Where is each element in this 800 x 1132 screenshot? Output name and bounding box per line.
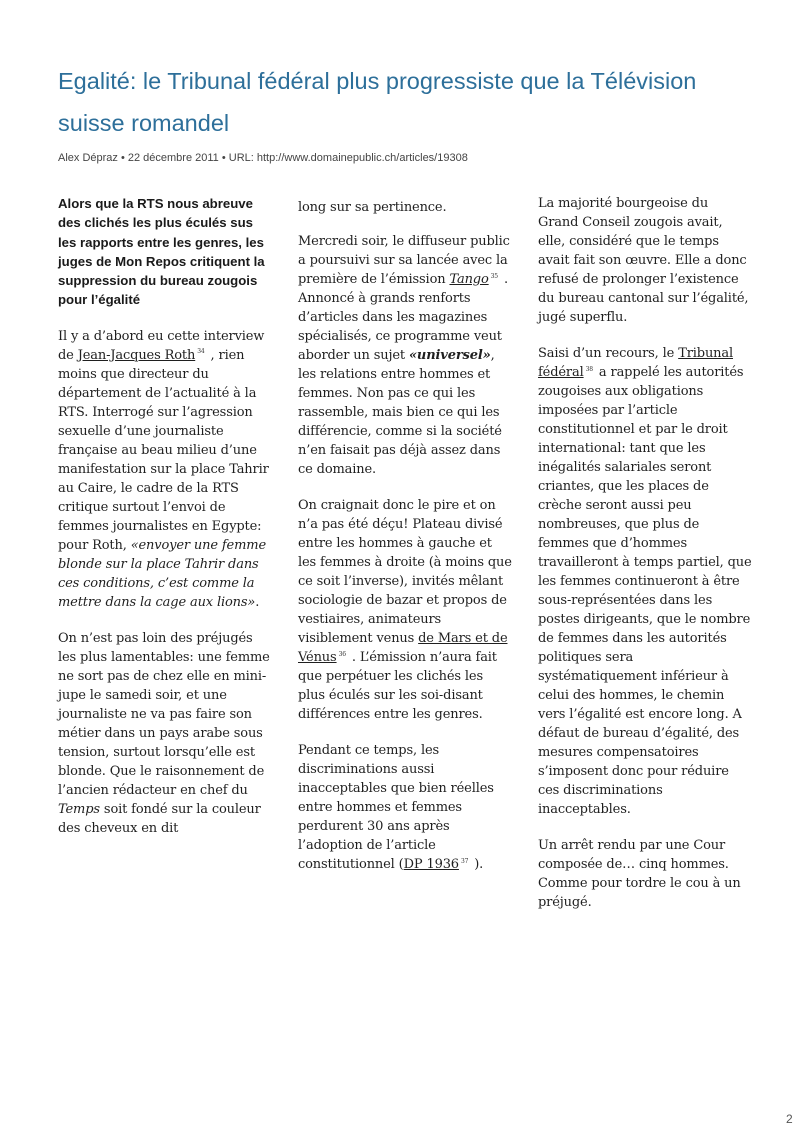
text: , rien moins que directeur du département de l’actualité à la RTS. Interrogé sur l’agression sexuelle d’une journaliste française au beau milieu d’une manifestation sur la place Tahrir au Caire, le cadre de la RTS critique surtout l’envoi de femmes journalistes en Egypte: pour Roth, bbox=[58, 347, 269, 553]
text: Il y a d’abord eu cette interview de bbox=[58, 328, 265, 363]
link-dp-1936[interactable]: DP 1936 bbox=[403, 857, 459, 872]
article-byline: Alex Dépraz • 22 décembre 2011 • URL: http://www.domainepublic.ch/articles/19308 bbox=[58, 152, 468, 164]
emphasis-universel: «universel» bbox=[408, 348, 491, 363]
text: . Annoncé à grands renforts d’articles dans les magazines spécialisés, ce programme veut aborder un sujet bbox=[298, 272, 508, 363]
text: a rappelé les autorités zougoises aux obligations imposées par l’article constitutionnel et par le droit international: tant que les inégalités salariales seront criantes, que les places de crèche seront aussi peu nombreuses, que plus de femmes que d’hommes travailleront à temps partiel, que les femmes continueront à être sous-représentées dans les postes dirigeants, que le nombre de femmes dans les autorités politiques sera systématiquement inférieur à celui des hommes, le chemin vers l’égalité est encore long. A défaut de bureau d’égalité, des mesures compensatoires s’imposent donc pour réduire ces discriminations inacceptables. bbox=[538, 365, 752, 817]
column-2 bbox=[298, 198, 512, 234]
article-lead: Alors que la RTS nous abreuve des clichés les plus éculés sus les rapports entre les genres, les juges de Mon Repos critiquent la suppression du bureau zougois pour l’égalité bbox=[58, 196, 265, 308]
article-title: Egalité: le Tribunal fédéral plus progressiste que la Télévision suisse romandel bbox=[58, 68, 697, 136]
paragraph-6: La majorité bourgeoise du Grand Conseil zougois avait, elle, considéré que le temps avait fait son œuvre. Elle a donc refusé de prolonger l’existence du bureau cantonal sur l’égalité, jugé superflu. bbox=[538, 196, 749, 325]
footnote-ref: 34 bbox=[197, 348, 205, 356]
paragraph-4 bbox=[298, 496, 512, 724]
paragraph-1 bbox=[58, 327, 272, 612]
paragraph-2 bbox=[58, 629, 272, 838]
emphasis-temps: Temps bbox=[58, 801, 100, 817]
text: ). bbox=[470, 857, 484, 872]
quote: «envoyer une femme blonde sur la place Tahrir dans ces conditions, c’est comme la mettre dans la cage aux lions» bbox=[58, 537, 267, 610]
paragraph-5 bbox=[298, 741, 512, 874]
text: Pendant ce temps, les discriminations aussi inacceptables que bien réelles entre hommes et femmes perdurent 30 ans après l’adoption de l’article constitutionnel ( bbox=[298, 743, 494, 872]
text: , les relations entre hommes et femmes. Non pas ce qui les rassemble, mais bien ce qui les différencie, comme si la société n’en faisait pas déjà assez dans ce domaine. bbox=[298, 348, 502, 477]
footnote-ref: 37 bbox=[460, 857, 469, 865]
text: On n’est pas loin des préjugés les plus lamentables: une femme ne sort pas de chez elle en mini-jupe le samedi soir, et une journaliste ne va pas faire son métier dans un pays arabe sous tension, surtout lorsqu’elle est blonde. Que le raisonnement de l’ancien rédacteur en chef du bbox=[58, 630, 270, 798]
paragraph-3 bbox=[298, 198, 512, 217]
paragraph-7 bbox=[538, 344, 752, 819]
column-2-body bbox=[298, 232, 512, 891]
footnote-ref: 35 bbox=[490, 272, 498, 280]
footnote-ref: 38 bbox=[585, 365, 593, 373]
column-1 bbox=[58, 194, 272, 855]
text: On craignait donc le pire et on n’a pas été déçu! Plateau divisé entre les hommes à gauche et les femmes à droite (à moins que ce soit l’inverse), invités mêlant sociologie de bazar et propos de vestiaires, animateurs visiblement venus bbox=[298, 498, 512, 646]
link-tribunal-federal[interactable]: Tribunal fédéral bbox=[538, 346, 734, 380]
text: Saisi d’un recours, le bbox=[538, 346, 679, 361]
link-tango[interactable]: Tango bbox=[449, 272, 489, 287]
paragraph-8: Un arrêt rendu par une Cour composée de… cinq hommes. Comme pour tordre le cou à un préjugé. bbox=[538, 838, 741, 910]
text: Mercredi soir, le diffuseur public a poursuivi sur sa lancée avec la première de l’émission bbox=[298, 234, 510, 287]
paragraph-3 bbox=[298, 232, 512, 479]
text: . bbox=[255, 594, 260, 610]
link-mars-venus[interactable]: de Mars et de Vénus bbox=[298, 631, 508, 665]
text: long sur sa pertinence. bbox=[298, 200, 447, 215]
footnote-ref: 36 bbox=[338, 650, 346, 658]
text: . L’émission n’aura fait que perpétuer les clichés les plus éculés sur les soi-disant différences entre les genres. bbox=[298, 650, 497, 722]
page-number: 2 bbox=[786, 1112, 793, 1126]
text: soit fondé sur la couleur des cheveux en dit bbox=[58, 801, 261, 836]
link-jean-jacques-roth[interactable]: Jean-Jacques Roth bbox=[77, 347, 196, 363]
column-3 bbox=[538, 194, 752, 929]
